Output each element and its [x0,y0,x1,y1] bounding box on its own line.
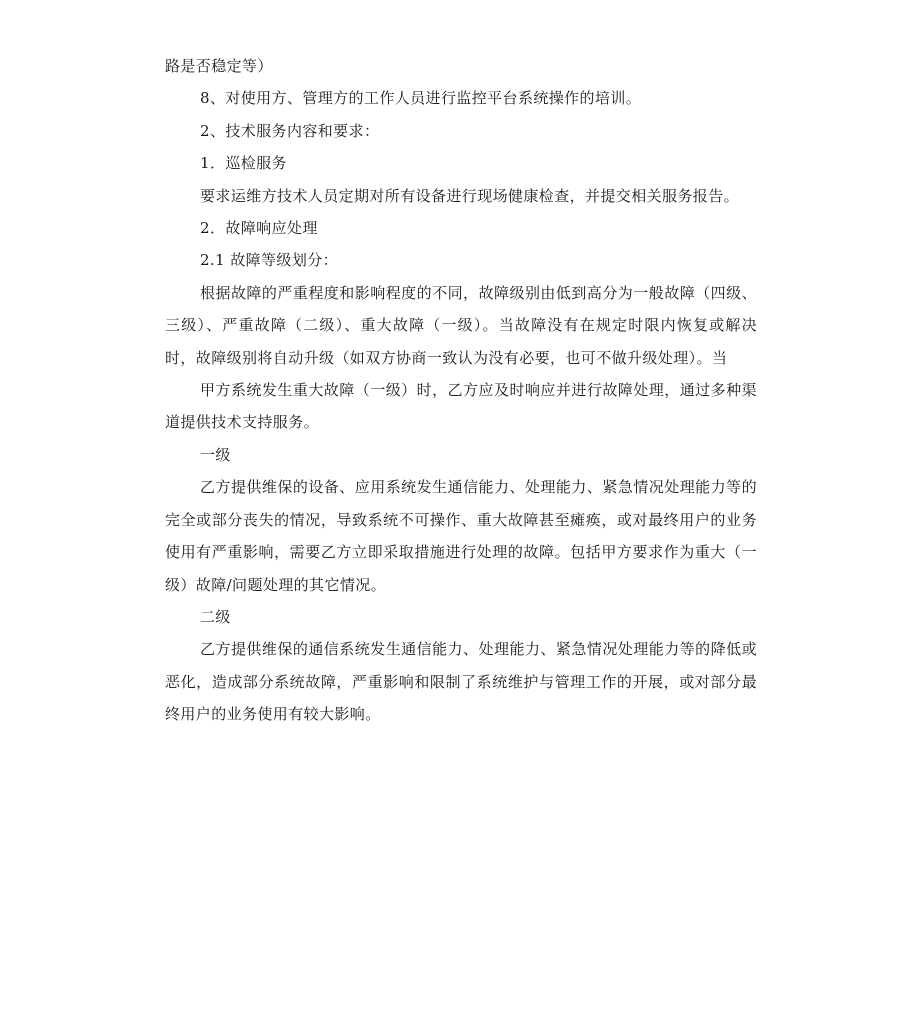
document-page [165,50,757,731]
subheading-fault-levels: 2.1 故障等级划分： [200,251,339,270]
paragraph-major-fault-response: 甲方系统发生重大故障（一级）时，乙方应及时响应并进行故障处理，通过多种渠道提供技术支持服务。 [165,381,757,432]
paragraph-inspection-requirement: 要求运维方技术人员定期对所有设备进行现场健康检查，并提交相关服务报告。 [200,186,740,205]
paragraph-fault-level-description: 根据故障的严重程度和影响程度的不同，故障级别由低到高分为一般故障（四级、三级）、严重故障（二级）、重大故障（一级）。当故障没有在规定时限内恢复或解决时，故障级别将自动升级（如双方协商一致认为没有必要，也可不做升级处理）。当 [165,283,757,367]
subheading-fault-response: 2．故障响应处理 [200,219,318,238]
paragraph-line-continuation: 路是否稳定等） [165,57,273,75]
section-heading-service-requirements: 2、技术服务内容和要求： [200,121,380,140]
label-level-one: 一级 [200,445,231,464]
label-level-two: 二级 [200,607,231,626]
paragraph-level-two-definition: 乙方提供维保的通信系统发生通信能力、处理能力、紧急情况处理能力等的降低或恶化，造成部分系统故障，严重影响和限制了系统维护与管理工作的开展，或对部分最终用户的业务使用有较大影响。 [165,640,757,724]
subheading-inspection-service: 1．巡检服务 [200,154,287,173]
paragraph-training-item: 8、对使用方、管理方的工作人员进行监控平台系统操作的培训。 [200,89,642,108]
paragraph-level-one-definition: 乙方提供维保的设备、应用系统发生通信能力、处理能力、紧急情况处理能力等的完全或部分丧失的情况，导致系统不可操作、重大故障甚至瘫痪，或对最终用户的业务使用有严重影响，需要乙方立即采取措施进行处理的故障。包括甲方要求作为重大（一级）故障/问题处理的其它情况。 [165,478,757,594]
